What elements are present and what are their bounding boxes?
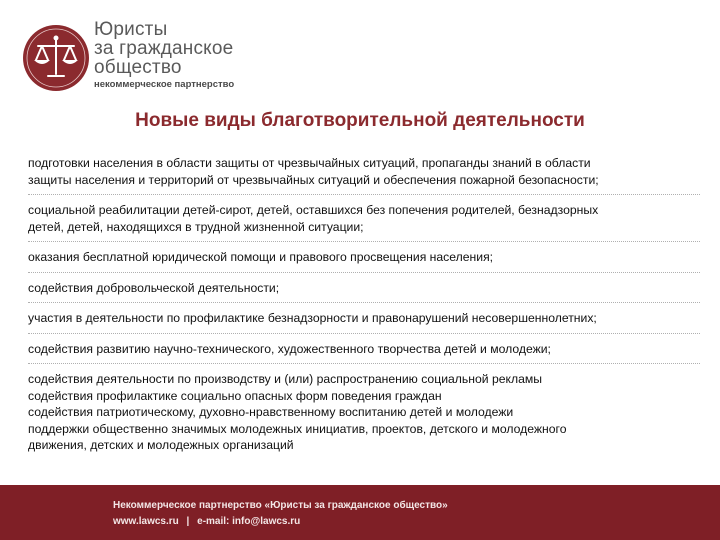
scales-icon [22,24,90,92]
page-title: Новые виды благотворительной деятельности [135,110,585,131]
activity-list [28,155,700,467]
list-item: социальной реабилитации детей-сирот, детей, оставшихся без попечения родителей, безнадзорных детей, детей, находящихся в трудной жизненной ситуации; [28,202,700,242]
footer-contacts [113,514,448,530]
website-link[interactable]: www.lawcs.ru [113,516,179,527]
organization-logo [22,18,292,108]
logo-line-3: общество [94,57,182,78]
email-link[interactable]: e-mail: info@lawcs.ru [197,516,301,527]
logo-text [94,20,234,90]
footer-organization: Некоммерческое партнерство «Юристы за гражданское общество» [113,500,448,511]
footer-separator: | [186,516,190,527]
list-item: содействия добровольческой деятельности; [28,280,700,304]
list-item: содействия развитию научно-технического, художественного творчества детей и молодежи; [28,341,700,365]
list-item: участия в деятельности по профилактике безнадзорности и правонарушений несовершеннолетних; [28,310,700,334]
footer-text [113,498,448,530]
footer [0,485,720,540]
logo-line-1: Юристы [94,19,168,40]
logo-line-2: за гражданское [94,38,234,59]
list-item: содействия деятельности по производству и (или) распространению социальной рекламы содействия профилактике социально опасных форм поведения граждан содействия патриотическому, духовно-нравственному воспитанию детей и молодежи поддержки общественно значимых молодежных инициатив, проектов, детского и молодежного движения, детских и молодежных организаций [28,372,567,452]
logo-subtitle: некоммерческое партнерство [94,79,235,90]
list-item: оказания бесплатной юридической помощи и правового просвещения населения; [28,249,700,273]
list-item: подготовки населения в области защиты от чрезвычайных ситуаций, пропаганды знаний в области защиты населения и территорий от чрезвычайных ситуаций и обеспечения пожарной безопасности; [28,155,700,195]
